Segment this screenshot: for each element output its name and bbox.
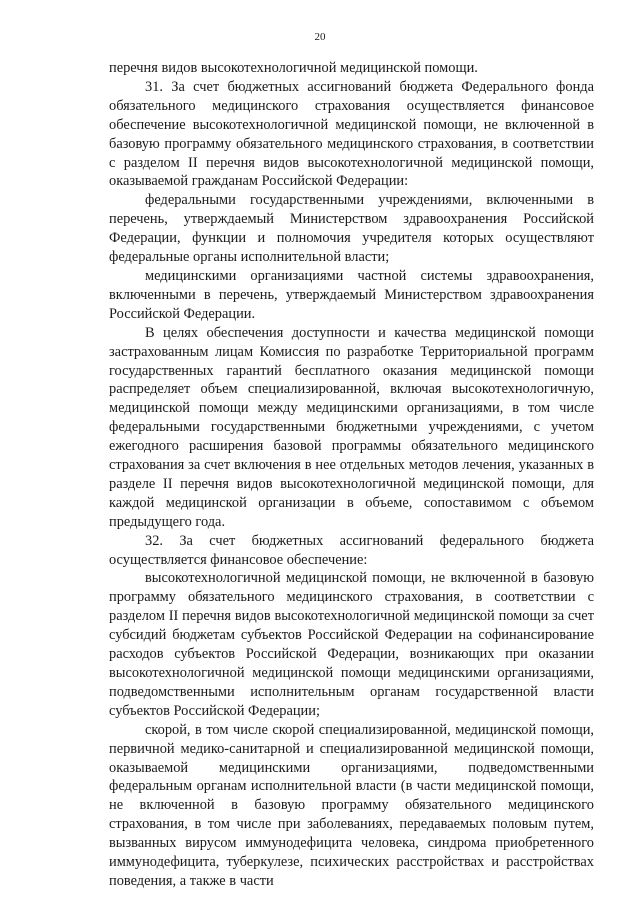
page-number: 20 xyxy=(314,31,326,43)
paragraph-continuation: перечня видов высокотехнологичной медицинской помощи. xyxy=(109,60,478,76)
document-body xyxy=(109,59,594,891)
paragraph-high-tech-care: высокотехнологичной медицинской помощи, не включенной в базовую программу обязательного медицинского страхования, в соответствии с разделом II перечня видов высокотехнологичной медицинской помощи за счет субсидий бюджетам субъектов Российской Федерации на софинансирование расходов субъектов Российской Федерации, возникающих при оказании высокотехнологичной медицинской помощи медицинскими организациями, подведомственными исполнительным органам государственной власти субъектов Российской Федерации; xyxy=(109,570,594,719)
paragraph-item-31: 31. За счет бюджетных ассигнований бюджета Федерального фонда обязательного медицинского страхования осуществляется финансовое обеспечение высокотехнологичной медицинской помощи, не включенной в базовую программу обязательного медицинского страхования, в соответствии с разделом II перечня видов высокотехнологичной медицинской помощи, оказываемой гражданам Российской Федерации: xyxy=(109,78,594,190)
paragraph-emergency-care: скорой, в том числе скорой специализированной, медицинской помощи, первичной медико-санитарной и специализированной медицинской помощи, оказываемой медицинскими организациями, подведомственными федеральным органам исполнительной власти (в части медицинской помощи, не включенной в базовую программу обязательного медицинского страхования, в том числе при заболеваниях, передаваемых половым путем, вызванных вирусом иммунодефицита человека, синдрома приобретенного иммунодефицита, туберкулезе, психических расстройствах и расстройствах поведения, а также в части xyxy=(109,721,594,889)
paragraph-federal-institutions: федеральными государственными учреждениями, включенными в перечень, утверждаемый Министерством здравоохранения Российской Федерации, функции и полномочия учредителя которых осуществляют федеральные органы исполнительной власти; xyxy=(109,192,594,266)
paragraph-commission: В целях обеспечения доступности и качества медицинской помощи застрахованным лицам Комиссия по разработке Территориальной программ государственных гарантий бесплатного оказания медицинской помощи распределяет объем специализированной, включая высокотехнологичную, медицинской помощи между медицинскими организациями, в том числе федеральными государственными бюджетными учреждениями, с учетом ежегодного расширения базовой программы обязательного медицинского страхования за счет включения в нее отдельных методов лечения, указанных в разделе II перечня видов высокотехнологичной медицинской помощи, для каждой медицинской организации в объеме, сопоставимом с объемом предыдущего года. xyxy=(109,324,594,530)
paragraph-item-32: 32. За счет бюджетных ассигнований федерального бюджета осуществляется финансовое обеспечение: xyxy=(109,532,594,568)
paragraph-private-organizations: медицинскими организациями частной системы здравоохранения, включенными в перечень, утверждаемый Министерством здравоохранения Российской Федерации. xyxy=(109,267,594,322)
